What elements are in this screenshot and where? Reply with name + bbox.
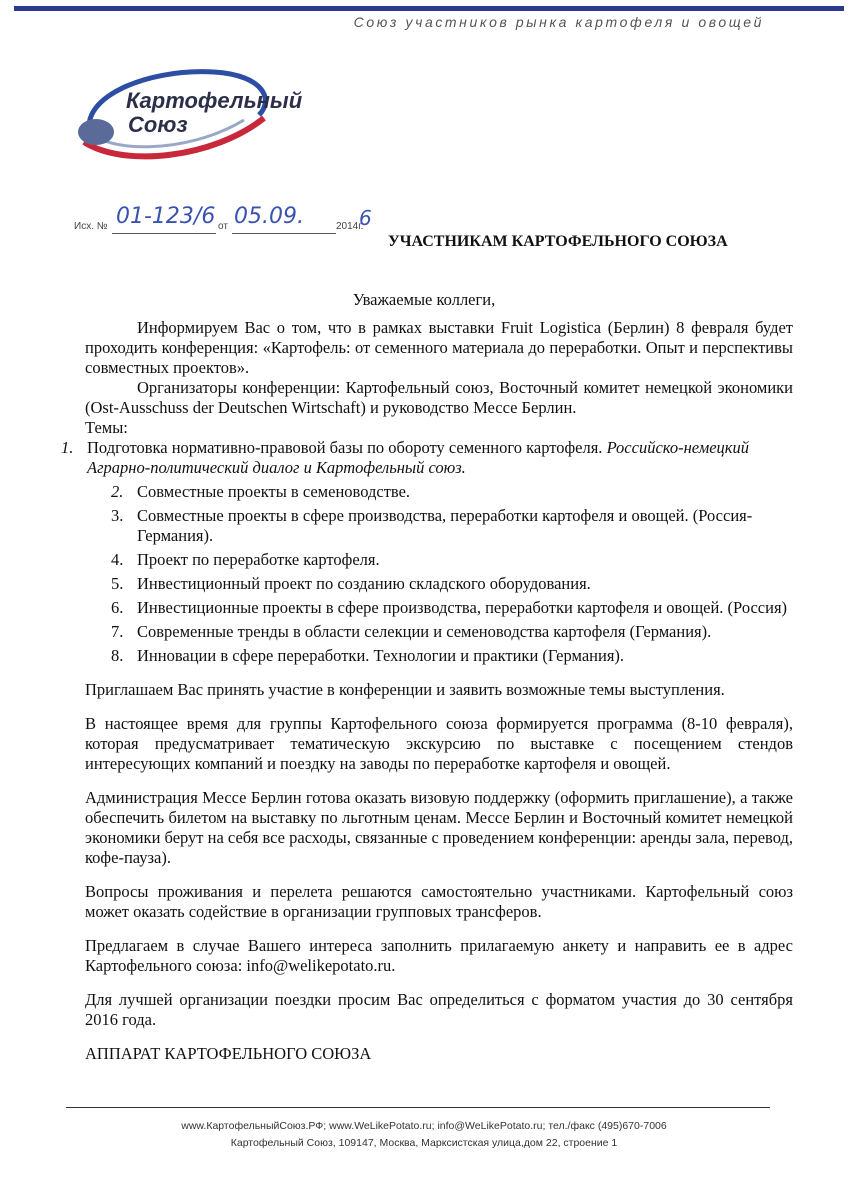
reference-date-underline [232, 233, 336, 234]
deadline-paragraph: Для лучшей организации поездки просим Вас определиться с форматом участия до 30 сентября 2016 года. [85, 990, 793, 1029]
list-item: 7. Современные тренды в области селекции и семеноводства картофеля (Германия). [111, 622, 712, 641]
salutation: Уважаемые коллеги, [352, 290, 496, 309]
reference-from-label: от [218, 221, 228, 232]
list-item: 6. Инвестиционные проекты в сфере производства, переработки картофеля и овощей. (Россия) [111, 598, 788, 617]
intro-paragraph: Информируем Вас о том, что в рамках выставки Fruit Logistica (Берлин) 8 февраля будет проходить конференция: «Картофель: от семенного материала до переработки. Опыт и перспективы совместных проектов». [85, 318, 793, 377]
reference-year-correction: 6 [359, 206, 372, 230]
list-item: 1. Подготовка нормативно-правовой базы по обороту семенного картофеля. Российско-немецкий Аграрно-политический диалог и Картофельный союз. [61, 438, 750, 477]
invitation-paragraph: Приглашаем Вас принять участие в конференции и заявить возможные темы выступления. [85, 680, 725, 699]
reference-number-underline [112, 233, 216, 234]
header-bar [14, 6, 844, 11]
letter-body [61, 318, 794, 1064]
svg-text:Союз: Союз [128, 112, 188, 137]
footer-contacts: www.КартофельныйСоюз.РФ; www.WeLikePotato.ru; info@WeLikePotato.ru; тел./факс (495)670-7006 [181, 1120, 667, 1132]
topics-list [61, 438, 793, 666]
themes-label: Темы: [85, 418, 128, 437]
questionnaire-paragraph: Предлагаем в случае Вашего интереса заполнить прилагаемую анкету и направить ее в адрес Картофельного союза: info@welikepotato.ru. [85, 936, 793, 975]
organizers-paragraph: Организаторы конференции: Картофельный союз, Восточный комитет немецкой экономики (Ost-Ausschuss der Deutschen Wirtschaft) и руководство Мессе Берлин. [85, 378, 793, 417]
logo-graphic [64, 60, 303, 170]
travel-paragraph: Вопросы проживания и перелета решаются самостоятельно участниками. Картофельный союз может оказать содействие в организации групповых трансферов. [85, 882, 793, 921]
reference-year-suffix: 2014г. [336, 221, 364, 232]
company-logo [64, 60, 303, 170]
list-item: 2. Совместные проекты в семеноводстве. [111, 482, 411, 501]
russia-map-icon [78, 119, 114, 145]
header-tagline: Союз участников рынка картофеля и овощей [353, 14, 764, 30]
reference-prefix: Исх. № [74, 221, 108, 232]
list-item: 3. Совместные проекты в сфере производства, переработки картофеля и овощей. (Россия-Германия). [111, 506, 753, 545]
reference-number: 01-123/6 [116, 204, 216, 229]
addressee: УЧАСТНИКАМ КАРТОФЕЛЬНОГО СОЮЗА [388, 233, 728, 250]
reference-date: 05.09. [234, 204, 304, 229]
program-paragraph: В настоящее время для группы Картофельного союза формируется программа (8-10 февраля), которая предусматривает тематическую экскурсию по выставке с посещением стендов интересующих компаний и поездку на заводы по переработке картофеля и овощей. [85, 714, 793, 773]
list-item: 4. Проект по переработке картофеля. [111, 550, 380, 569]
visa-support-paragraph: Администрация Мессе Берлин готова оказать визовую поддержку (оформить приглашение), а также обеспечить билетом на выставку по льготным ценам. Мессе Берлин и Восточный комитет немецкой экономики берут на себя все расходы, связанные с проведением конференции: аренды зала, перевод, кофе-пауза). [85, 788, 794, 867]
svg-text:Картофельный: Картофельный [126, 88, 303, 113]
outgoing-reference [74, 204, 394, 238]
list-item: 5. Инвестиционный проект по созданию складского оборудования. [111, 574, 591, 593]
footer-address: Картофельный Союз, 109147, Москва, Марксистская улица,дом 22, строение 1 [230, 1137, 618, 1149]
footer-divider [66, 1107, 770, 1108]
signature: АППАРАТ КАРТОФЕЛЬНОГО СОЮЗА [85, 1044, 372, 1063]
list-item: 8. Инновации в сфере переработки. Технологии и практики (Германия). [111, 646, 625, 665]
